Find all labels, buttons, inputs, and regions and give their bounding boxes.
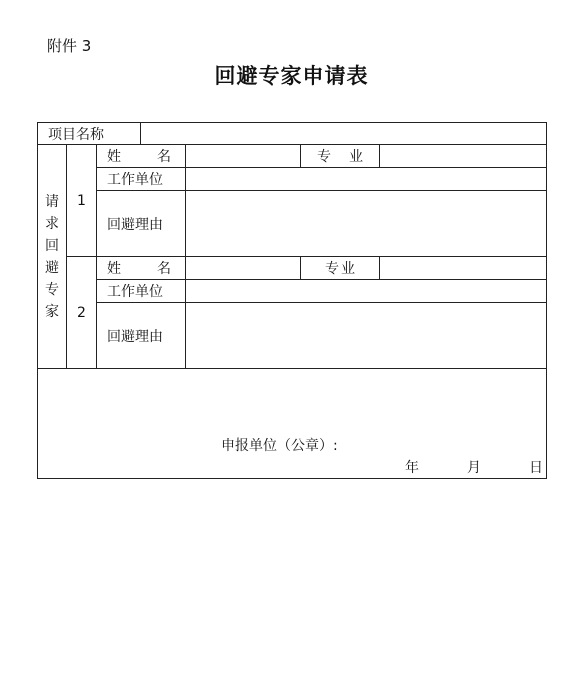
side-char: 求 — [45, 215, 59, 232]
expert-1-major-label — [301, 145, 380, 168]
expert-2-reason-label: 回避理由 — [97, 303, 186, 369]
major-label-char: 专 — [317, 149, 332, 165]
expert-1-name-field[interactable] — [186, 145, 301, 168]
expert-2-unit-row — [38, 280, 547, 303]
expert-1-name-label — [97, 145, 186, 168]
side-char: 回 — [45, 237, 59, 254]
expert-2-name-label — [97, 257, 186, 280]
name-label-char: 姓 — [107, 149, 121, 165]
expert-1-reason-row — [38, 191, 547, 257]
side-label — [38, 145, 67, 369]
expert-2-name-row — [38, 257, 547, 280]
side-char: 家 — [45, 303, 59, 320]
expert-1-unit-label: 工作单位 — [97, 168, 186, 191]
date-month: 月 — [467, 460, 481, 476]
name-label-char: 名 — [157, 261, 172, 277]
applicant-org-label: 申报单位（公章）: — [221, 438, 338, 454]
name-label-char: 名 — [157, 149, 172, 165]
expert-2-major-label — [301, 257, 380, 280]
expert-1-reason-label: 回避理由 — [97, 191, 186, 257]
project-name-field[interactable] — [141, 123, 547, 145]
date-year: 年 — [405, 460, 419, 476]
major-label-char: 业 — [341, 261, 356, 277]
side-char: 专 — [45, 281, 59, 298]
expert-2-index: 2 — [67, 257, 97, 369]
expert-1-index: 1 — [67, 145, 97, 257]
project-row — [38, 123, 547, 145]
side-char: 避 — [45, 259, 59, 276]
expert-2-unit-field[interactable] — [186, 280, 547, 303]
expert-2-name-field[interactable] — [186, 257, 301, 280]
footer-cell — [38, 369, 547, 479]
attachment-label: 附件 3 — [47, 37, 92, 55]
date-line — [405, 457, 543, 477]
major-label-char: 业 — [349, 149, 364, 165]
project-name-label: 项目名称 — [38, 123, 141, 145]
expert-2-major-field[interactable] — [380, 257, 547, 280]
expert-1-name-row — [38, 145, 547, 168]
expert-2-unit-label: 工作单位 — [97, 280, 186, 303]
expert-2-reason-row — [38, 303, 547, 369]
form-title: 回避专家申请表 — [214, 64, 369, 88]
date-day: 日 — [529, 460, 543, 476]
side-char: 请 — [45, 193, 59, 210]
name-label-char: 姓 — [107, 261, 121, 277]
expert-1-major-field[interactable] — [380, 145, 547, 168]
expert-1-reason-field[interactable] — [186, 191, 547, 257]
avoidance-request-form — [37, 122, 547, 479]
major-label-char: 专 — [325, 261, 340, 277]
expert-1-unit-row — [38, 168, 547, 191]
footer-row — [38, 369, 547, 479]
expert-2-reason-field[interactable] — [186, 303, 547, 369]
expert-1-unit-field[interactable] — [186, 168, 547, 191]
